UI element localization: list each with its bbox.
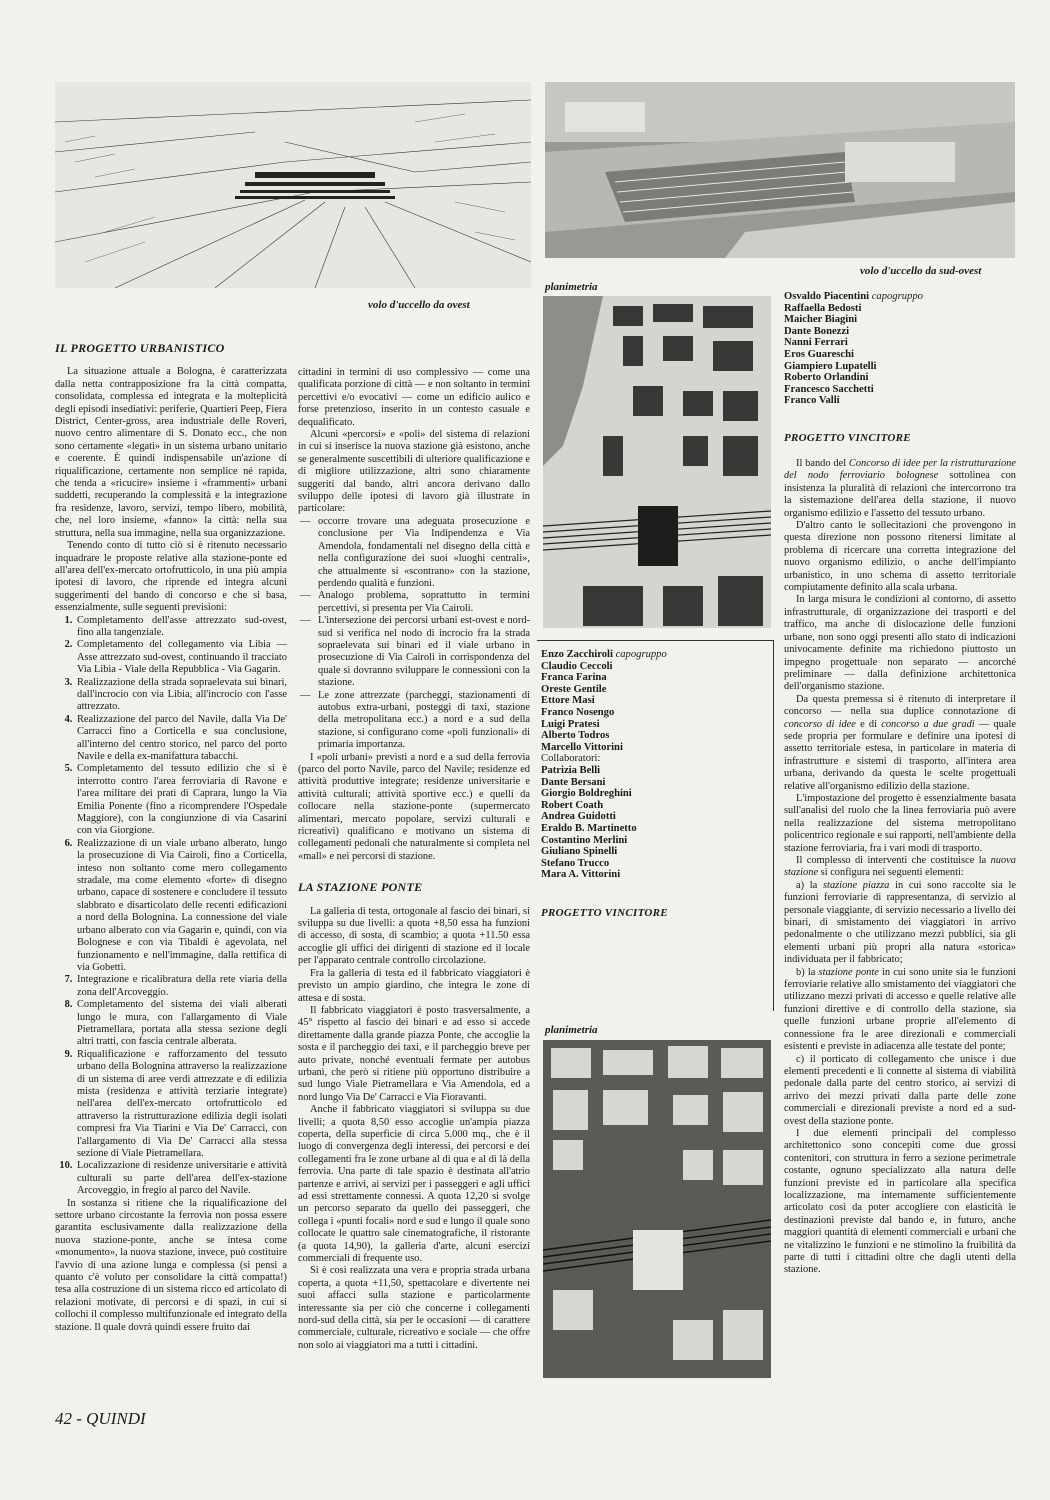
team-leader: Enzo Zacchiroli (541, 649, 613, 660)
text-column-4 (784, 458, 1016, 1277)
paragraph: L'impostazione del progetto è essenzialmente basata sull'analisi del ruolo che la linea ferroviaria può avere nella realizzazione del sistema metropolitano policentrico regionale e sui rapporti, nell'ambiente della stazione ferroviaria, fra i vari modi di trasporto. (784, 792, 1016, 854)
team-1-credits (541, 649, 766, 881)
list-item: 10. Localizzazione di residenze universitarie e attività culturali su parte dell'area dell'ex-stazione Arcoveggio, in fregio al parco del Navile. (75, 1160, 287, 1197)
team-member: Roberto Orlandini (784, 372, 869, 384)
team-leader: Osvaldo Piacentini (784, 291, 870, 302)
figure-site-plan-2 (543, 1040, 771, 1378)
dash-list (298, 516, 530, 752)
collaborator: Andrea Guidotti (541, 811, 616, 823)
list-item: 2. Completamento del collegamento via Libia — Asse attrezzato sud-ovest, continuando il tracciato Via Libia - Viale della Repubblica - Via Gagarin. (75, 639, 287, 676)
list-item: 4. Realizzazione del parco del Navile, dalla Via De' Carracci fino a Corticella e sua conclusione, all'interno del centro storico, nel parco del porto Navile e della ex-manifattura tabacchi. (75, 714, 287, 764)
paragraph: La situazione attuale a Bologna, è caratterizzata dalla netta contrapposizione fra la città compatta, consolidata, complessa ed integrata e la molteplicità degli episodi insediativi: periferie, Quartieri Peep, Fiera District, Center-gross, area industriale delle Roveri, nuovo centro alimentare di S. Donato ecc., che non sono certamente «legati» in un sistema urbano unitario e coerente. È quindi indispensabile un'azione di riqualificazione, certamente non semplice né rapida, che tenda a «ricucire» insieme i «frammenti» urbani suddetti, recuperando la complessità e la integrazione fra residenze, lavoro, servizi, tempo libero, mobilità, che, nel loro insieme, «fanno» la città: nella sua struttura, nella sua immagine, nella sua organizzazione. (55, 366, 287, 539)
figure-site-plan-1 (543, 296, 771, 628)
team-member: Franco Valli (784, 395, 840, 407)
paragraph: Il fabbricato viaggiatori è posto trasversalmente, a 45° rispetto al fascio dei binari e ad esso si accede direttamente dalla grande piazza Ponte, che accoglie la sosta e il parcheggio dei taxi, e il parcheggio breve per auto private, nonché eventuali fermate per autobus urbani, che però si ritiene più opportuno distribuire a sud lungo Viale Pietramellara e Via Amendola, ed a nord lungo Via De' Carracci e Via Fioravanti. (298, 1004, 530, 1103)
caption-aerial-southwest: volo d'uccello da sud-ovest (860, 265, 982, 277)
paragraph: Tenendo conto di tutto ciò si è ritenuto necessario inquadrare le proposte relative alla stazione-ponte ed all'area dell'ex-mercato ortofrutticolo, in una più ampia ipotesi di lavoro, che riprende ed integra alcuni suggerimenti del bando di concorso e che si basa, essenzialmente, sulle seguenti previsioni: (55, 540, 287, 614)
list-item: 1. Completamento dell'asse attrezzato sud-ovest, fino alla tangenziale. (75, 615, 287, 640)
team-member: Giampiero Lupatelli (784, 360, 877, 372)
list-item: 3. Realizzazione della strada sopraelevata sui binari, dall'incrocio con via Libia, all'incrocio con l'asse attrezzato. (75, 677, 287, 714)
text-column-1 (55, 342, 287, 1334)
team-member: Ettore Masi (541, 695, 595, 707)
collaborator: Robert Coath (541, 799, 604, 811)
collaborators-label: Collaboratori: (541, 753, 601, 765)
list-item: 7. Integrazione e ricalibratura della rete viaria della zona dell'Arcoveggio. (75, 974, 287, 999)
collaborator: Stefano Trucco (541, 857, 610, 869)
paragraph: I due elementi principali del complesso architettonico sono concepiti come due grossi contenitori, con struttura in ferro a sezione perimetrale costante, ognuno specializzato alla natura delle funzioni previste ed in particolare alla specifica localizzazione, ma internamente sufficientemente articolato così da poter accogliere con elasticità le destinazioni previste dal bando e, in futuro, anche maggiori quantità di elementi commerciali e urbani che ne vitalizzino le funzioni e ne stimolino la fruibilità da parte di tutti i cittadini oltre che dagli utenti della stazione. (784, 1127, 1016, 1276)
caption-plan-1: planimetria (545, 281, 598, 293)
paragraph: D'altro canto le sollecitazioni che provengono in questa direzione non possono ritenersi limitate al problema di ricercare una corretta integrazione del nuovo organismo edilizio, o anche dell'impianto urbanistico, in uno schema di assetto territoriale compiutamente definito alla scala urbana. (784, 520, 1016, 594)
paragraph: Il complesso di interventi che costituisce la nuova stazione si configura nei seguenti elementi: (784, 855, 1016, 879)
collaborator: Patrizia Belli (541, 764, 601, 776)
paragraph: I «poli urbani» previsti a nord e a sud della ferrovia (parco del porto Navile, parco del Navile; residenze ed attività produttive integrate; residenze universitarie e attività culturali; attività sportive ecc.) e quelli da collocare nella stazione-ponte (supermercato alimentari, mercato popolare, servizi culturali e ricreativi) qualificano e motivano un sistema di collegamenti pedonali che naturalmente si completa nel «mall» e nei percorsi di stazione. (298, 751, 530, 862)
paragraph: La galleria di testa, ortogonale al fascio dei binari, si sviluppa su due livelli: a quota +8,50 essa ha funzioni di accesso, di sosta, di scambio; a quota +11.50 essa accoglie gli uffici dei dirigenti di stazione ed il locale per l'apparato centrale controllo circolazione. (298, 905, 530, 967)
paragraph: b) la stazione ponte in cui sono unite sia le funzioni ferroviarie relative allo smistamento dei viaggiatori che utilizzano mezzi privati di accesso e quelle relative alle funzioni direttive e di controllo della stazione, sia quelle funzioni urbane proprie all'elemento di connessione fra le aree direzionali e commerciali esistenti e previste in adiacenza alle testate del ponte; (784, 966, 1016, 1053)
paragraph: cittadini in termini di uso complessivo — come una qualificata porzione di città — e non soltanto in termini percettivi e/o evocativi — come un edificio aulico e forse pretenzioso, inserito in un contesto casuale e dequalificato. (298, 367, 530, 428)
paragraph: Si è così realizzata una vera e propria strada urbana coperta, a quota +11,50, spettacolare e divertente nei suoi affacci sulla stazione e particolarmente interessante sia per ciò che concerne i collegamenti nord-sud della città, sia per le occasioni — di carattere commerciale, culturale, ricreativo e sociale — che offre non solo ai viaggiatori ma a tutti i cittadini. (298, 1265, 530, 1351)
collaborator: Eraldo B. Martinetto (541, 822, 637, 834)
caption-aerial-west: volo d'uccello da ovest (368, 299, 470, 311)
paragraph: c) il porticato di collegamento che unisce i due elementi precedenti e li connette al sistema di viabilità pedonale dalla parte del centro storico, ai servizi di arrivo dei mezzi privati dalla parte delle zone commerciali e direzionali previste a nord ed a sud-ovest della stazione ponte. (784, 1053, 1016, 1127)
team-member: Alberto Todros (541, 730, 610, 742)
list-item: — Le zone attrezzate (parcheggi, stazionamenti di autobus extra-urbani, posteggi di taxi, stazione della metropolitana ecc.) a nord e a sud della stazione, si configurano come «poli funzionali» di primaria importanza. (318, 690, 530, 752)
paragraph: a) la stazione piazza in cui sono raccolte sia le funzioni ferroviarie di rappresentanza, di servizio al personale viaggiante, di servizio necessario a livello dei binari, di smistamento dei viaggiatori in arrivo pedonalmente o che utilizzano mezzi pubblici, sia gli elementi urbani più propri alla natura «storica» individuata per il fabbricato; (784, 879, 1016, 966)
section-heading-urbanistico: IL PROGETTO URBANISTICO (55, 341, 225, 355)
page-number-footer: 42 - QUINDI (55, 1409, 146, 1428)
team-member: Marcello Vittorini (541, 741, 623, 753)
team-member: Franca Farina (541, 672, 607, 684)
paragraph: Anche il fabbricato viaggiatori si sviluppa su due livelli; a quota 8,50 esso accoglie un'ampia piazza coperta, della superficie di circa 5.000 mq., che è il luogo di convergenza degli interessi, dei percorsi e dei collegamenti fra le zone urbane al di qua e al di là della ferrovia. Una parte di tale spazio è destinata all'atrio partenze e arrivi, ai servizi per i passeggeri e agli uffici ad essi strettamente connessi. A quota 12,20 si svolge un percorso separato da quello dei passeggeri, che collega i «punti focali» nord e sud e lungo il quale sono collocate le quattro sale cinematografiche, il ristorante (a quota 14,90), la galleria d'arte, alcuni esercizi commerciali di frequente uso. (298, 1104, 530, 1265)
paragraph: Il bando del Concorso di idee per la ristrutturazione del nodo ferroviario bolognese sottolinea con insistenza la pluralità di relazioni che intercorrono tra la sistemazione dell'area della stazione, il nuovo organismo edilizio e l'assetto del tessuto urbano. (784, 458, 1016, 519)
collaborator: Giorgio Boldreghini (541, 788, 632, 800)
collaborator: Dante Bersani (541, 776, 606, 788)
text-column-2 (298, 367, 530, 1352)
team-member: Nanni Ferrari (784, 337, 848, 349)
team-leader-line (784, 291, 1014, 303)
team-member: Luigi Pratesi (541, 718, 600, 730)
list-item: 9. Riqualificazione e rafforzamento del tessuto urbano della Bolognina attraverso la realizzazione di un sistema di aree verdi attrezzate e di edilizia mista (residenza e attività terziarie integrate) nell'area dell'ex-mercato ortofrutticolo ed attraverso la ristrutturazione edilizia degli isolati compresi fra Via Tiarini e Via De' Carracci, con l'allargamento di Via De' Carracci alla stessa sezione di Viale Pietramellara. (75, 1049, 287, 1161)
paragraph: Da questa premessa si è ritenuto di interpretare il concorso — nella sua duplice connotazione di concorso di idee e di concorso a due gradi — quale sede propria per formulare e definire una ipotesi di assetto territoriale estesa, in particolare in materia di infrastrutture e sistemi di trasporto, all'intera area urbana, derivando da questa le scelte progettuali relative all'organismo edilizio della stazione. (784, 693, 1016, 792)
list-item: — L'intersezione dei percorsi urbani est-ovest e nord-sud si verifica nel nodo di incrocio fra la strada sopraelevata sui binari ed il viale urbano in prosecuzione di Via Cairoli in corrispondenza del quale si dovranno sviluppare le connessioni con la stazione. (318, 615, 530, 689)
paragraph: In larga misura le condizioni al contorno, di assetto infrastrutturale, di organizzazione dei trasporti e del traffico, ma anche di dislocazione delle funzioni urbane, non sono oggi presenti allo stato di indicazioni univocamente definite ma richiedono piuttosto un impegno progettuale non separato — ancorché preliminare — dalla definizione architettonica dell'organismo stazione. (784, 594, 1016, 693)
paragraph: Fra la galleria di testa ed il fabbricato viaggiatori è previsto un ampio giardino, che integra le zone di attesa e di sosta. (298, 967, 530, 1004)
collaborator: Costantino Merlini (541, 834, 628, 846)
list-item: 5. Completamento del tessuto edilizio che si è interrotto contro l'area ferroviaria di Ravone e l'area militare dei prati di Caprara, lungo la Via Emilia Ponente (fino a ricomprendere l'Ospedale Maggiore), con la congiunzione di via Casarini con via Giorgione. (75, 763, 287, 837)
list-item: 8. Completamento del sistema dei viali alberati lungo le mura, con l'allargamento di Viale Pietramellara, portata alla stessa sezione degli altri tratti, con fascia centrale alberata. (75, 999, 287, 1049)
paragraph: In sostanza si ritiene che la riqualificazione del settore urbano circostante la ferrovia non possa essere garantita esclusivamente dalla realizzazione della nuova stazione-ponte, anche se intesa come «monumento», la nuova stazione, invece, può costituire l'avvio di una azione lunga e complessa (si pensi a quanto c'è voluto per consolidare la città compatta!) tesa alla costruzione di un sistema ricco ed articolato di relazioni motivate, di percorsi e di spazi, in cui si collochi il complesso multifunzionale ed integrato della stazione. Il quale dovrà quindi essere fruito dai (55, 1197, 287, 1333)
caption-plan-2: planimetria (545, 1024, 598, 1036)
team-member: Dante Bonezzi (784, 325, 850, 337)
team-member: Eros Guareschi (784, 348, 854, 360)
team-leader-line (541, 649, 766, 661)
winner-label-2: PROGETTO VINCITORE (784, 432, 911, 444)
paragraph: Alcuni «percorsi» e «poli» del sistema di relazioni in cui si inserisce la nuova stazione già esistono, anche se generalmente suscettibili di ulteriore qualificazione e di migliore utilizzazione, altri sono chiaramente suggeriti dal bando, altri ancora derivano dallo sviluppo delle ipotesi di lavoro già illustrate in particolare: (298, 429, 530, 515)
collaborator: Giuliano Spinelli (541, 846, 618, 858)
team-member: Claudio Ceccoli (541, 660, 613, 672)
figure-aerial-view-west (55, 82, 531, 288)
team-member: Oreste Gentile (541, 683, 607, 695)
collaborator: Mara A. Vittorini (541, 869, 621, 881)
section-heading-stazione-ponte: LA STAZIONE PONTE (298, 880, 423, 895)
list-item: 6. Realizzazione di un viale urbano alberato, lungo la prosecuzione di Via Cairoli, fino a Corticella, inteso non soltanto come mero collegamento stradale, ma come elemento «forte» di disegno urbano, capace di sostenere e concludere il tessuto slabbrato e disarticolato delle recenti edificazioni a nord della Bolognina. La connessione del viale urbano alberato con via Gagarin e, quindi, con via Bolognese e con via Tibaldi è agevolata, nel funzionamento e nell'immagine, dalla rettifica di via Gobetti. (75, 838, 287, 974)
list-item: — Analogo problema, soprattutto in termini percettivi, si presenta per Via Cairoli. (318, 590, 530, 615)
winner-label-1: PROGETTO VINCITORE (541, 907, 668, 919)
team-2-credits (784, 291, 1014, 407)
list-item: — occorre trovare una adeguata prosecuzione e conclusione per Via Indipendenza e Via Amendola, fondamentali nel disegno della città e nella configurazione dei suoi «luoghi centrali», che attualmente si «scontrano» con la stazione, perdendo qualità e funzioni. (318, 516, 530, 590)
forecast-list (55, 615, 287, 1198)
figure-model-photo-southwest (545, 82, 1015, 258)
team-member: Francesco Sacchetti (784, 383, 874, 395)
team-member: Franco Nosengo (541, 706, 615, 718)
team-member: Maicher Biagini (784, 314, 858, 326)
team-member: Raffaella Bedosti (784, 302, 862, 314)
team-leader-role: capogruppo (871, 291, 923, 302)
team-leader-role: capogruppo (615, 649, 667, 660)
